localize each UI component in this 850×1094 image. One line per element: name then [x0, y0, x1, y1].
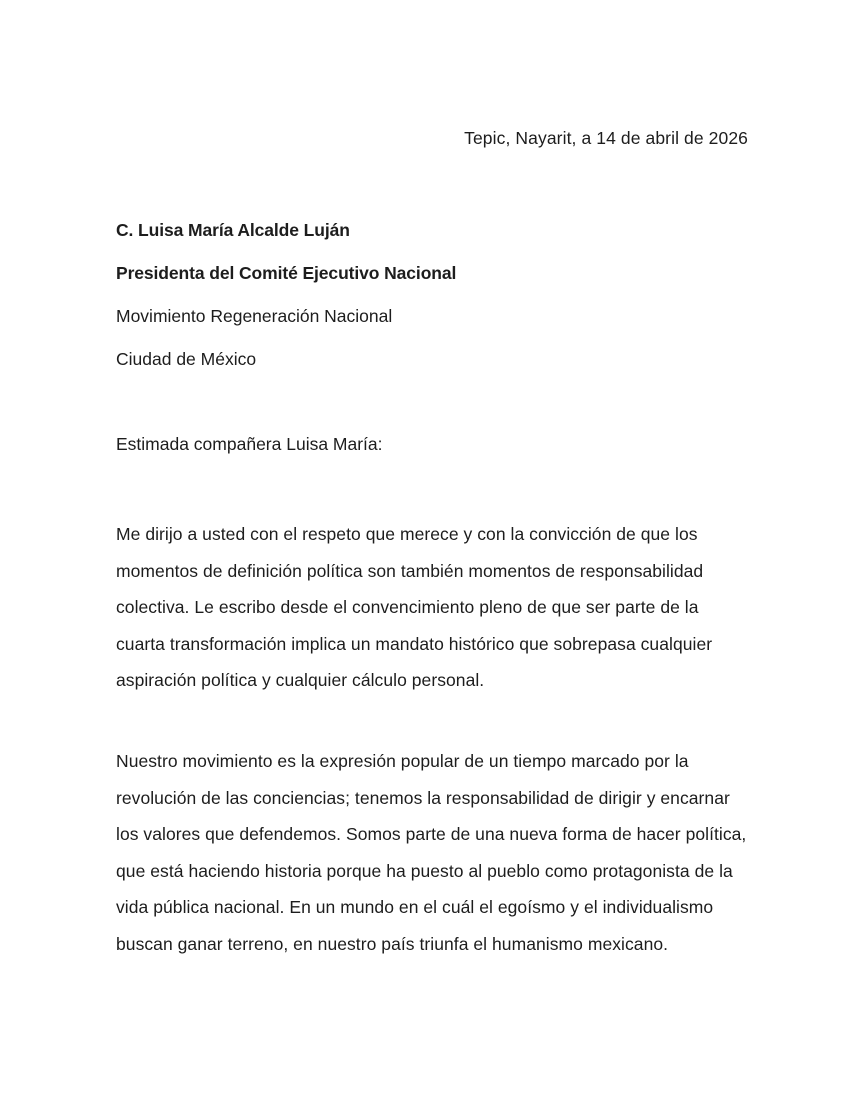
paragraph-1: Me dirijo a usted con el respeto que merece y con la convicción de que los momentos de definición política son también momentos de responsabilidad colectiva. Le escribo desde el convencimiento pleno de que ser parte de la cuarta transformación implica un mandato histórico que sobrepasa cualquier aspiración política y cualquier cálculo personal. — [116, 524, 713, 691]
addressee-line-city: Ciudad de México — [116, 349, 257, 369]
paragraph-2: Nuestro movimiento es la expresión popular de un tiempo marcado por la revolución de las conciencias; tenemos la responsabilidad de dirigir y encarnar los valores que defendemos. Somos parte de una nueva forma de hacer política, que está haciendo historia porque ha puesto al pueblo como protagonista de la vida pública nacional. En un mundo en el cuál el egoísmo y el individualismo buscan ganar terreno, en nuestro país triunfa el humanismo mexicano. — [116, 750, 747, 954]
salutation: Estimada compañera Luisa María: — [116, 434, 383, 454]
addressee-line-name: C. Luisa María Alcalde Luján — [116, 220, 350, 240]
addressee-block — [116, 209, 750, 381]
addressee-line-organization: Movimiento Regeneración Nacional — [116, 306, 393, 326]
addressee-line-title: Presidenta del Comité Ejecutivo Nacional — [116, 263, 457, 283]
letter-paragraphs — [116, 516, 750, 963]
date-line: Tepic, Nayarit, a 14 de abril de 2026 — [464, 128, 748, 148]
